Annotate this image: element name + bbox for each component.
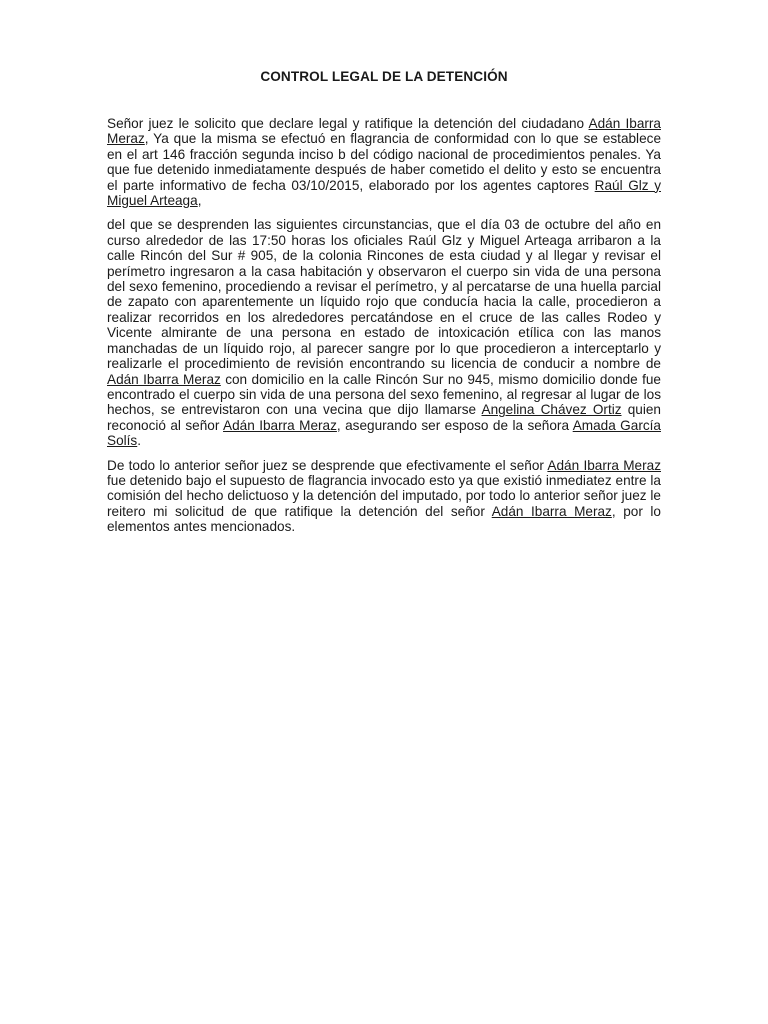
underlined-name: Adán Ibarra Meraz xyxy=(547,457,661,473)
document-body xyxy=(107,116,661,535)
text-segment: , Ya que la misma se efectuó en flagrancia de conformidad con lo que se establece en el art 146 fracción segunda inciso b del código nacional de procedimientos penales. Ya que fue detenido inmediatamente después de haber cometido el delito y esto se encuentra el parte informativo de fecha 03/10/2015, elaborado por los agentes captores xyxy=(107,131,661,193)
underlined-name: Amada García Solís xyxy=(107,417,661,449)
underlined-name: Adán Ibarra Meraz xyxy=(107,371,221,387)
text-segment: , xyxy=(197,193,202,209)
underlined-name: Adán Ibarra Meraz xyxy=(107,116,661,147)
text-segment: . xyxy=(137,433,142,449)
document-title: CONTROL LEGAL DE LA DETENCIÓN xyxy=(260,69,508,84)
underlined-name: Adán Ibarra Meraz xyxy=(223,417,337,433)
text-segment: De todo lo anterior señor juez se desprende que efectivamente el señor xyxy=(107,457,548,473)
text-segment: del que se desprenden las siguientes circunstancias, que el día 03 de octubre del año en curso alrededor de las 17:50 horas los oficiales Raúl Glz y Miguel Arteaga arribaron a la calle Rincón del Sur # 905, de la colonia Rincones de esta ciudad y al llegar y revisar el perímetro ingresaron a la casa habitación y observaron el cuerpo sin vida de una persona del sexo femenino, procediendo a revisar el perímetro, y al percatarse de una huella parcial de zapato con aparentemente un líquido rojo que conducía hacia la calle, procedieron a realizar recorridos en los alrededores percatándose en el cruce de las calles Rodeo y Vicente almirante de una persona en estado de intoxicación etílica con las manos manchadas de un líquido rojo, al parecer sangre por lo que procedieron a interceptarlo y realizarle el procedimiento de revisión encontrando su licencia de conducir a nombre de xyxy=(107,217,661,372)
text-segment: fue detenido bajo el supuesto de flagrancia invocado esto ya que existió inmediatez entre la comisión del hecho delictuoso y la detención del imputado, por todo lo anterior señor juez le reitero mi solicitud de que ratifique la detención del señor xyxy=(107,472,661,519)
text-segment: quien reconoció al señor xyxy=(107,402,661,433)
text-segment: con domicilio en la calle Rincón Sur no 945, mismo domicilio donde fue encontrado el cuerpo sin vida de una persona del sexo femenino, al regresar al lugar de los hechos, se entrevistaron con una vecina que dijo llamarse xyxy=(107,371,661,418)
text-segment: Señor juez le solicito que declare legal y ratifique la detención del ciudadano xyxy=(107,116,589,131)
document-page xyxy=(107,68,661,544)
paragraph xyxy=(107,116,661,208)
text-segment: , por lo elementos antes mencionados. xyxy=(107,503,661,535)
underlined-name: Angelina Chávez Ortiz xyxy=(481,402,622,418)
underlined-name: Adán Ibarra Meraz xyxy=(491,503,612,519)
paragraph xyxy=(107,458,661,535)
text-segment: , asegurando ser esposo de la señora xyxy=(336,417,573,433)
paragraph xyxy=(107,217,661,448)
underlined-name: Raúl Glz y Miguel Arteaga xyxy=(107,177,661,209)
